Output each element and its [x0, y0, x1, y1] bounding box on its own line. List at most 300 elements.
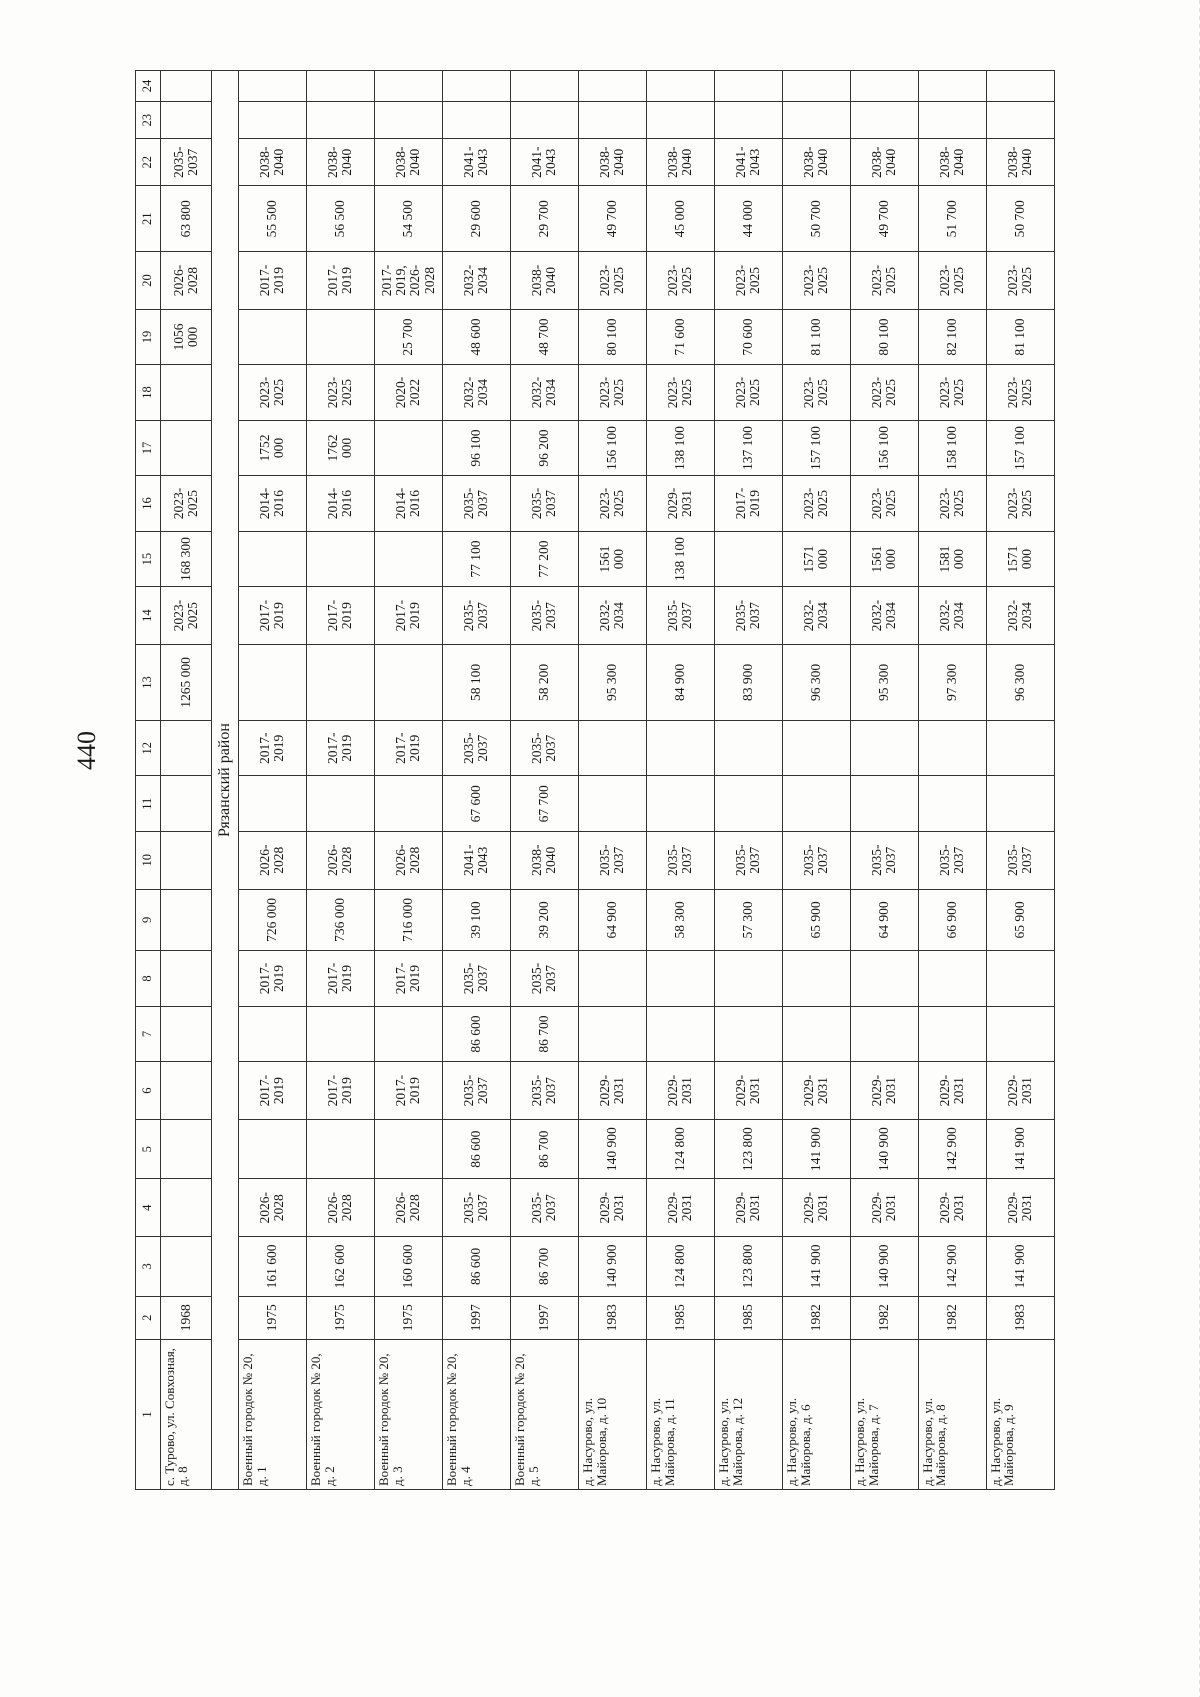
table-cell: 1975 — [374, 1296, 442, 1339]
table-cell: 2017-2019 — [239, 720, 307, 776]
address-cell: д. Насурово, ул. Майорова, д. 12 — [714, 1339, 782, 1489]
table-cell: 138 100 — [646, 420, 714, 476]
table-cell: 2023-2025 — [714, 365, 782, 421]
address-cell: Военный городок № 20, д. 5 — [510, 1339, 578, 1489]
table-cell — [239, 102, 307, 139]
table-cell — [239, 71, 307, 102]
table-cell — [714, 776, 782, 832]
table-cell: 2017-2019 — [374, 587, 442, 645]
column-number: 18 — [136, 365, 161, 421]
table-cell: 726 000 — [239, 889, 307, 951]
district-name: Рязанский район — [212, 71, 239, 1490]
table-cell: 2035-2037 — [510, 476, 578, 532]
table-cell — [578, 776, 646, 832]
column-number: 7 — [136, 1006, 161, 1062]
table-cell: 1561 000 — [578, 531, 646, 587]
table-cell: 157 100 — [986, 420, 1054, 476]
table-cell — [850, 1006, 918, 1062]
table-cell: 2041-2043 — [442, 832, 510, 890]
table-cell: 138 100 — [646, 531, 714, 587]
table-cell: 2035-2037 — [986, 832, 1054, 890]
district-row — [212, 71, 239, 1490]
table-cell: 77 100 — [442, 531, 510, 587]
table-cell — [782, 102, 850, 139]
table-cell — [239, 644, 307, 720]
table-cell: 2023-2025 — [578, 252, 646, 310]
table-cell: 84 900 — [646, 644, 714, 720]
table-cell: 48 700 — [510, 309, 578, 365]
table-cell: 29 600 — [442, 186, 510, 252]
table-cell: 97 300 — [918, 644, 986, 720]
table-cell: 2038-2040 — [850, 139, 918, 186]
table-cell: 2038-2040 — [239, 139, 307, 186]
table-cell: 1985 — [714, 1296, 782, 1339]
table-cell — [918, 71, 986, 102]
column-number: 16 — [136, 476, 161, 532]
column-number: 5 — [136, 1119, 161, 1179]
table-row — [239, 71, 307, 1490]
table-cell: 123 800 — [714, 1119, 782, 1179]
table-body — [136, 71, 1055, 1490]
table-cell — [160, 1062, 212, 1120]
table-cell: 2032-2034 — [782, 587, 850, 645]
table-cell — [714, 71, 782, 102]
table-cell: 2023-2025 — [160, 476, 212, 532]
table-row — [782, 71, 850, 1490]
table-cell — [578, 951, 646, 1007]
table-cell: 2038-2040 — [646, 139, 714, 186]
table-cell: 2035-2037 — [510, 720, 578, 776]
table-row — [986, 71, 1054, 1490]
table-cell: 1571 000 — [782, 531, 850, 587]
table-cell — [918, 102, 986, 139]
table-cell: 2029-2031 — [578, 1179, 646, 1237]
table-cell — [850, 951, 918, 1007]
column-number: 19 — [136, 309, 161, 365]
table-cell: 2023-2025 — [918, 365, 986, 421]
column-number: 24 — [136, 71, 161, 102]
table-cell: 2023-2025 — [918, 252, 986, 310]
table-cell: 67 600 — [442, 776, 510, 832]
table-cell: 158 100 — [918, 420, 986, 476]
page-number: 440 — [72, 731, 101, 770]
table-cell — [510, 102, 578, 139]
table-cell — [918, 776, 986, 832]
table-cell: 2017-2019 — [306, 587, 374, 645]
table-cell — [306, 1006, 374, 1062]
table-cell: 45 000 — [646, 186, 714, 252]
address-cell: д. Насурово, ул. Майорова, д. 11 — [646, 1339, 714, 1489]
table-cell — [782, 720, 850, 776]
table-cell: 57 300 — [714, 889, 782, 951]
table-cell: 140 900 — [578, 1119, 646, 1179]
table-cell: 2038-2040 — [374, 139, 442, 186]
table-cell: 2032-2034 — [918, 587, 986, 645]
table-cell: 2023-2025 — [306, 365, 374, 421]
table-row — [646, 71, 714, 1490]
table-cell: 1983 — [986, 1296, 1054, 1339]
column-number: 9 — [136, 889, 161, 951]
table-cell: 2035-2037 — [918, 832, 986, 890]
table-cell — [578, 1006, 646, 1062]
table-cell: 71 600 — [646, 309, 714, 365]
table-cell: 2038-2040 — [986, 139, 1054, 186]
table-cell: 2038-2040 — [918, 139, 986, 186]
table-cell: 54 500 — [374, 186, 442, 252]
table-cell — [646, 71, 714, 102]
table-cell: 2017-2019 — [374, 1062, 442, 1120]
table-cell: 141 900 — [986, 1119, 1054, 1179]
table-cell: 2026-2028 — [239, 832, 307, 890]
table-cell: 2029-2031 — [782, 1179, 850, 1237]
table-cell: 96 100 — [442, 420, 510, 476]
table-cell — [160, 832, 212, 890]
table-cell: 2023-2025 — [986, 252, 1054, 310]
table-cell: 50 700 — [782, 186, 850, 252]
table-cell — [160, 889, 212, 951]
table-row — [374, 71, 442, 1490]
column-number: 14 — [136, 587, 161, 645]
table-cell: 142 900 — [918, 1119, 986, 1179]
table-cell — [374, 102, 442, 139]
table-cell — [782, 951, 850, 1007]
table-cell: 95 300 — [578, 644, 646, 720]
table-cell: 140 900 — [850, 1119, 918, 1179]
table-cell: 2035-2037 — [442, 1062, 510, 1120]
table-cell: 137 100 — [714, 420, 782, 476]
column-number: 21 — [136, 186, 161, 252]
table-cell: 140 900 — [578, 1237, 646, 1297]
table-cell: 156 100 — [578, 420, 646, 476]
table-cell: 44 000 — [714, 186, 782, 252]
table-cell — [374, 1006, 442, 1062]
table-cell — [918, 951, 986, 1007]
table-cell: 25 700 — [374, 309, 442, 365]
table-cell: 2017-2019 — [306, 252, 374, 310]
table-cell: 716 000 — [374, 889, 442, 951]
table-cell: 65 900 — [782, 889, 850, 951]
table-cell: 2029-2031 — [646, 1062, 714, 1120]
table-cell: 48 600 — [442, 309, 510, 365]
table-cell: 2023-2025 — [986, 365, 1054, 421]
table-cell: 142 900 — [918, 1237, 986, 1297]
table-cell — [239, 1006, 307, 1062]
table-cell: 2035-2037 — [160, 139, 212, 186]
column-number: 23 — [136, 102, 161, 139]
table-cell: 50 700 — [986, 186, 1054, 252]
table-cell: 49 700 — [850, 186, 918, 252]
table-cell: 55 500 — [239, 186, 307, 252]
table-cell — [714, 720, 782, 776]
table-cell: 2035-2037 — [714, 832, 782, 890]
table-cell: 2032-2034 — [986, 587, 1054, 645]
table-cell: 2023-2025 — [239, 365, 307, 421]
table-cell: 2035-2037 — [510, 1179, 578, 1237]
table-cell: 2032-2034 — [578, 587, 646, 645]
table-cell: 2026-2028 — [306, 832, 374, 890]
table-cell: 2023-2025 — [850, 365, 918, 421]
table-cell: 124 800 — [646, 1119, 714, 1179]
table-cell: 141 900 — [782, 1237, 850, 1297]
table-cell: 168 300 — [160, 531, 212, 587]
table-cell: 2014-2016 — [306, 476, 374, 532]
table-cell: 2029-2031 — [918, 1179, 986, 1237]
table-cell — [850, 102, 918, 139]
table-cell — [306, 71, 374, 102]
table-cell: 86 600 — [442, 1237, 510, 1297]
table-cell: 2014-2016 — [374, 476, 442, 532]
table-cell: 49 700 — [578, 186, 646, 252]
table-cell: 86 600 — [442, 1006, 510, 1062]
table-cell — [646, 720, 714, 776]
table-row — [714, 71, 782, 1490]
table-cell — [374, 776, 442, 832]
table-cell — [850, 71, 918, 102]
table-cell: 2041-2043 — [442, 139, 510, 186]
table-cell: 2023-2025 — [646, 365, 714, 421]
table-cell: 67 700 — [510, 776, 578, 832]
address-cell: Военный городок № 20, д. 3 — [374, 1339, 442, 1489]
table-cell: 80 100 — [850, 309, 918, 365]
table-cell: 2017-2019 — [306, 1062, 374, 1120]
table-cell: 2029-2031 — [646, 1179, 714, 1237]
table-cell: 2017-2019 — [374, 720, 442, 776]
column-number: 6 — [136, 1062, 161, 1120]
address-cell: с. Турово, ул. Совхозная, д. 8 — [160, 1339, 212, 1489]
table-cell: 2017-2019, 2026-2028 — [374, 252, 442, 310]
table-cell — [374, 644, 442, 720]
table-cell: 2035-2037 — [782, 832, 850, 890]
table-cell: 2023-2025 — [782, 476, 850, 532]
column-number: 1 — [136, 1339, 161, 1489]
table-cell: 82 100 — [918, 309, 986, 365]
table-cell: 1982 — [918, 1296, 986, 1339]
table-cell: 2035-2037 — [850, 832, 918, 890]
table-cell — [714, 531, 782, 587]
table-cell: 2029-2031 — [986, 1179, 1054, 1237]
table-cell: 39 100 — [442, 889, 510, 951]
column-number: 12 — [136, 720, 161, 776]
table-cell — [374, 420, 442, 476]
table-cell: 2038-2040 — [578, 139, 646, 186]
table-cell: 1983 — [578, 1296, 646, 1339]
table-cell: 2026-2028 — [374, 832, 442, 890]
table-cell: 2023-2025 — [578, 476, 646, 532]
table-cell — [714, 951, 782, 1007]
table-cell: 58 300 — [646, 889, 714, 951]
table-cell — [374, 71, 442, 102]
table-cell — [160, 420, 212, 476]
table-cell: 2032-2034 — [510, 365, 578, 421]
column-number: 20 — [136, 252, 161, 310]
table-cell — [782, 71, 850, 102]
table-cell — [239, 1119, 307, 1179]
table-cell: 2035-2037 — [578, 832, 646, 890]
table-cell: 2026-2028 — [239, 1179, 307, 1237]
table-cell: 2014-2016 — [239, 476, 307, 532]
table-cell — [160, 102, 212, 139]
table-cell: 86 700 — [510, 1119, 578, 1179]
table-cell: 1571 000 — [986, 531, 1054, 587]
table-cell: 81 100 — [986, 309, 1054, 365]
table-cell: 1265 000 — [160, 644, 212, 720]
table-cell — [306, 309, 374, 365]
table-cell: 96 300 — [782, 644, 850, 720]
table-cell: 2017-2019 — [714, 476, 782, 532]
table-cell — [646, 1006, 714, 1062]
table-cell: 2017-2019 — [239, 587, 307, 645]
table-cell: 2017-2019 — [306, 720, 374, 776]
column-number: 10 — [136, 832, 161, 890]
table-cell: 1975 — [306, 1296, 374, 1339]
table-cell — [782, 1006, 850, 1062]
table-row — [160, 71, 212, 1490]
column-number: 4 — [136, 1179, 161, 1237]
table-cell: 2026-2028 — [160, 252, 212, 310]
table-cell: 2023-2025 — [918, 476, 986, 532]
table-cell — [306, 644, 374, 720]
table-cell: 2029-2031 — [850, 1179, 918, 1237]
table-cell: 162 600 — [306, 1237, 374, 1297]
column-number: 22 — [136, 139, 161, 186]
table-cell: 736 000 — [306, 889, 374, 951]
table-cell: 1975 — [239, 1296, 307, 1339]
table-cell: 2017-2019 — [239, 951, 307, 1007]
table-cell — [918, 720, 986, 776]
table-cell: 2035-2037 — [646, 832, 714, 890]
table-cell — [578, 720, 646, 776]
table-cell: 2035-2037 — [646, 587, 714, 645]
table-cell: 2029-2031 — [986, 1062, 1054, 1120]
table-cell: 2023-2025 — [578, 365, 646, 421]
table-cell — [306, 1119, 374, 1179]
table-cell: 2035-2037 — [714, 587, 782, 645]
table-row — [510, 71, 578, 1490]
table-cell: 86 700 — [510, 1006, 578, 1062]
table-cell — [306, 531, 374, 587]
table-cell: 2017-2019 — [239, 252, 307, 310]
table-cell — [986, 776, 1054, 832]
table-cell: 160 600 — [374, 1237, 442, 1297]
column-number: 17 — [136, 420, 161, 476]
table-cell: 124 800 — [646, 1237, 714, 1297]
table-cell — [850, 720, 918, 776]
table-cell — [986, 1006, 1054, 1062]
table-cell: 2023-2025 — [782, 252, 850, 310]
table-cell: 2023-2025 — [646, 252, 714, 310]
table-cell: 29 700 — [510, 186, 578, 252]
table-cell: 64 900 — [850, 889, 918, 951]
table-row — [850, 71, 918, 1490]
table-cell: 2035-2037 — [442, 1179, 510, 1237]
address-cell: д. Насурово, ул. Майорова, д. 9 — [986, 1339, 1054, 1489]
table-cell: 1968 — [160, 1296, 212, 1339]
table-cell — [918, 1006, 986, 1062]
table-cell — [374, 531, 442, 587]
table-cell — [374, 1119, 442, 1179]
table-cell: 1581 000 — [918, 531, 986, 587]
table-row — [306, 71, 374, 1490]
table-cell: 81 100 — [782, 309, 850, 365]
table-cell — [306, 102, 374, 139]
table-cell: 2035-2037 — [510, 1062, 578, 1120]
table-cell — [160, 1179, 212, 1237]
table-cell — [160, 365, 212, 421]
address-cell: Военный городок № 20, д. 4 — [442, 1339, 510, 1489]
table-cell: 2017-2019 — [306, 951, 374, 1007]
column-number: 8 — [136, 951, 161, 1007]
table-cell — [510, 71, 578, 102]
table-cell: 1982 — [782, 1296, 850, 1339]
address-cell: д. Насурово, ул. Майорова, д. 10 — [578, 1339, 646, 1489]
column-number: 3 — [136, 1237, 161, 1297]
table-cell: 2032-2034 — [442, 365, 510, 421]
table-cell: 2026-2028 — [374, 1179, 442, 1237]
table-cell — [239, 776, 307, 832]
table-cell: 2035-2037 — [510, 951, 578, 1007]
table-cell: 2026-2028 — [306, 1179, 374, 1237]
table-cell — [578, 102, 646, 139]
table-cell: 2038-2040 — [782, 139, 850, 186]
address-cell: Военный городок № 20, д. 1 — [239, 1339, 307, 1489]
table-cell: 1056 000 — [160, 309, 212, 365]
table-cell: 2035-2037 — [442, 951, 510, 1007]
table-cell — [646, 102, 714, 139]
column-number: 15 — [136, 531, 161, 587]
table-cell: 2029-2031 — [578, 1062, 646, 1120]
table-cell: 157 100 — [782, 420, 850, 476]
table-cell: 2023-2025 — [850, 252, 918, 310]
table-cell: 56 500 — [306, 186, 374, 252]
table-cell: 63 800 — [160, 186, 212, 252]
table-cell: 141 900 — [986, 1237, 1054, 1297]
column-number-row — [136, 71, 161, 1490]
table-cell — [160, 776, 212, 832]
table-cell: 77 200 — [510, 531, 578, 587]
table-cell: 83 900 — [714, 644, 782, 720]
table-cell: 1985 — [646, 1296, 714, 1339]
table-cell: 58 200 — [510, 644, 578, 720]
table-cell: 2038-2040 — [306, 139, 374, 186]
table-cell: 2041-2043 — [714, 139, 782, 186]
table-cell — [160, 1119, 212, 1179]
table-cell: 2029-2031 — [918, 1062, 986, 1120]
table-cell: 65 900 — [986, 889, 1054, 951]
table-cell: 2038-2040 — [510, 252, 578, 310]
table-cell — [442, 71, 510, 102]
table-cell: 95 300 — [850, 644, 918, 720]
table-cell: 2041-2043 — [510, 139, 578, 186]
table-cell — [578, 71, 646, 102]
column-number: 11 — [136, 776, 161, 832]
table-cell — [239, 531, 307, 587]
table-cell: 96 300 — [986, 644, 1054, 720]
capital-repair-table — [135, 70, 1055, 1490]
table-cell: 1997 — [442, 1296, 510, 1339]
table-cell: 80 100 — [578, 309, 646, 365]
table-cell: 2017-2019 — [374, 951, 442, 1007]
table-cell: 156 100 — [850, 420, 918, 476]
address-cell: Военный городок № 20, д. 2 — [306, 1339, 374, 1489]
table-cell — [986, 71, 1054, 102]
table-cell: 70 600 — [714, 309, 782, 365]
table-cell — [160, 1237, 212, 1297]
address-cell: д. Насурово, ул. Майорова, д. 8 — [918, 1339, 986, 1489]
table-row — [442, 71, 510, 1490]
table-cell — [850, 776, 918, 832]
table-cell: 96 200 — [510, 420, 578, 476]
table-cell: 39 200 — [510, 889, 578, 951]
